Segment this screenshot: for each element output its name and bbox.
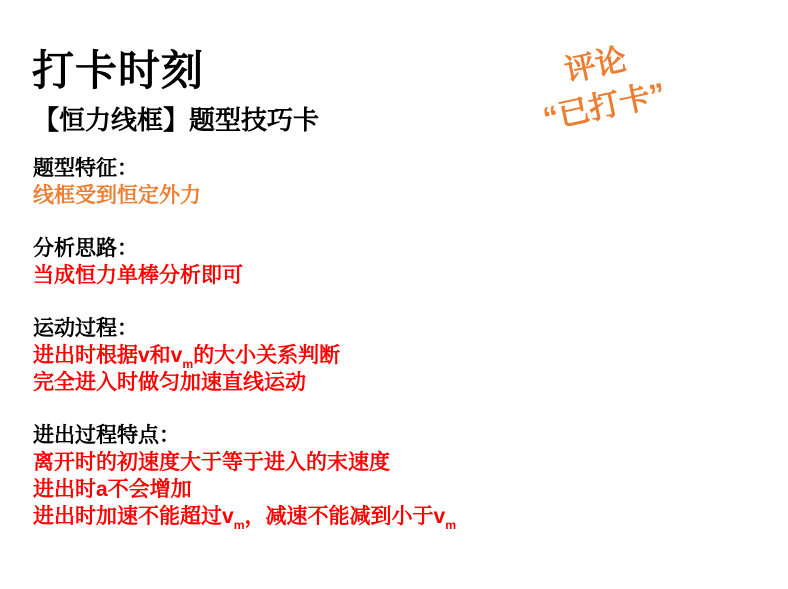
subscript: m (445, 518, 457, 533)
page-subtitle: 【恒力线框】题型技巧卡 (33, 105, 320, 135)
section-line (33, 342, 768, 372)
text-segment: 当成恒力单棒分析即可 (33, 264, 243, 287)
section-heading: 分析思路： (33, 237, 138, 260)
section-line (33, 182, 768, 209)
section-line (33, 503, 768, 533)
text-segment: ，减速不能减到小于v (244, 505, 446, 528)
subscript: m (182, 357, 194, 372)
section-heading: 题型特征： (33, 157, 138, 180)
section-line (33, 449, 768, 476)
text-segment: 完全进入时做匀加速直线运动 (33, 371, 306, 394)
page-title: 打卡时刻 (32, 47, 205, 94)
text-segment: 进出时根据v和v (33, 344, 183, 367)
subscript: m (233, 518, 245, 533)
sections (33, 155, 768, 556)
note-line-1: 评论 (561, 41, 630, 89)
section (33, 315, 768, 396)
section (33, 155, 768, 209)
text-segment: 进出时a不会增加 (33, 478, 192, 501)
section-heading: 进出过程特点： (33, 424, 180, 447)
text-segment: 线框受到恒定外力 (33, 184, 201, 207)
section-heading: 运动过程： (33, 317, 138, 340)
handwritten-comment-note (491, 24, 708, 149)
section-line (33, 262, 768, 289)
section (33, 235, 768, 289)
section-line (33, 476, 768, 503)
section-line (33, 369, 768, 396)
note-line-2: “已打卡” (539, 76, 669, 137)
text-segment: 进出时加速不能超过v (33, 505, 234, 528)
text-segment: 离开时的初速度大于等于进入的末速度 (33, 451, 390, 474)
section (33, 422, 768, 533)
text-segment: 的大小关系判断 (193, 344, 341, 367)
